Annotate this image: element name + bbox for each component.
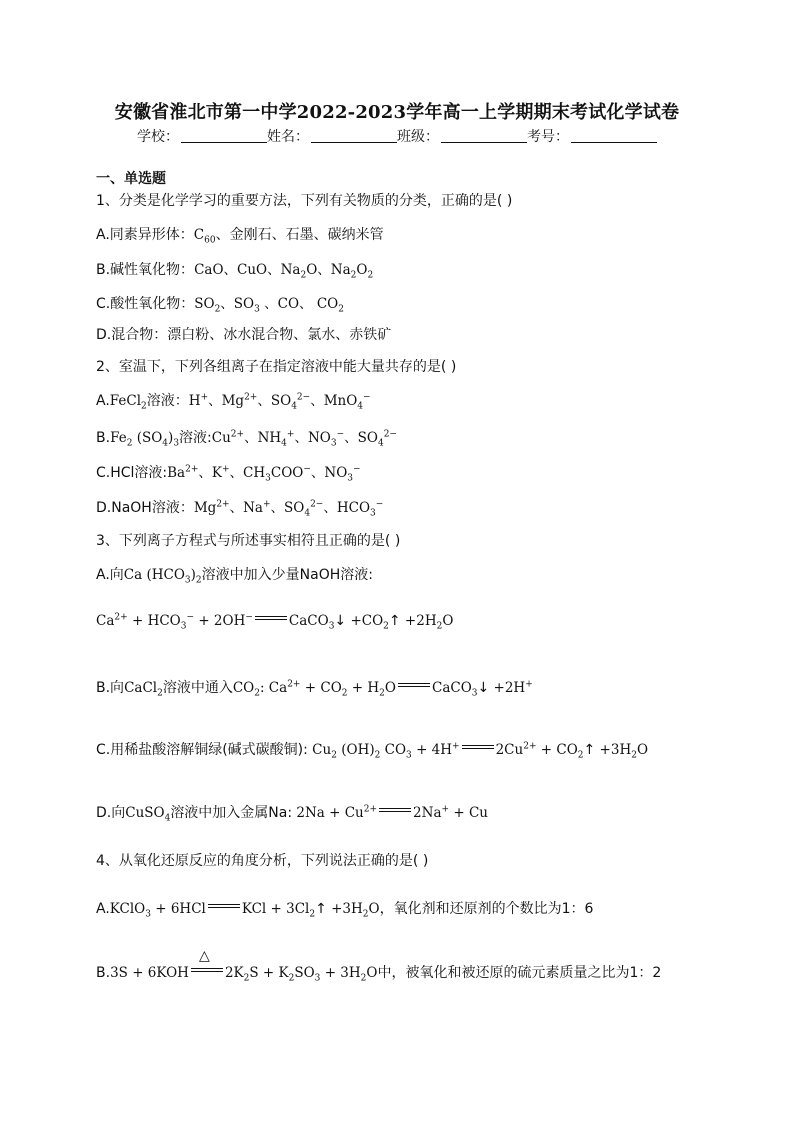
q3-b-mid: 溶液中通入 bbox=[162, 680, 233, 696]
q1-option-c bbox=[96, 292, 344, 313]
q3-d-mid: 溶液中加入金属Na: bbox=[170, 805, 293, 821]
q2-option-b bbox=[96, 426, 397, 447]
school-label: 学校： bbox=[137, 129, 179, 145]
q4-b-equation: 3S + 6KOH △ $2K_2S + K_2SO_3 + 3H_2O$ bbox=[110, 948, 378, 984]
q1-b-label: B.碱性氧化物： bbox=[96, 262, 195, 278]
school-blank bbox=[181, 128, 267, 143]
q3-stem: 3、下列离子方程式与所述事实相符且正确的是( ) bbox=[96, 533, 401, 549]
q2-a-prefix: A. bbox=[96, 393, 110, 409]
q2-stem: 2、室温下，下列各组离子在指定溶液中能大量共存的是( ) bbox=[96, 359, 457, 375]
q3-a-equation: $Ca^{2+} + HCO_3^- + 2OH^-$ CaCO$_3$↓ $+CO_2↑ +2H_2O$ bbox=[96, 612, 454, 632]
q1-c-label: C.酸性氧化物： bbox=[96, 296, 195, 312]
q1-a-formula: $C_{60}$ bbox=[193, 227, 216, 246]
q3-b-equation: $CO_2$: $Ca^{2+} + CO_2 + H_2O$ CaCO$_3$↓ +2H+ bbox=[232, 679, 533, 699]
name-label: 姓名： bbox=[267, 129, 309, 145]
q4-option-a bbox=[96, 898, 593, 918]
q4-a-equation: KClO$_3$ + 6HCl KCl + $3Cl_2↑ +3H_2O$ bbox=[109, 901, 380, 920]
q2-option-c bbox=[96, 461, 361, 482]
q1-b-formulas: CaO、CuO、$Na_2O$、$Na_2O_2$ bbox=[194, 262, 374, 281]
q3-a-suffix: 溶液中加入少量NaOH溶液: bbox=[201, 567, 373, 583]
q4-option-b bbox=[96, 948, 662, 984]
q3-c-label: C.用稀盐酸溶解铜绿(碱式碳酸铜): bbox=[96, 742, 308, 758]
q3-a-prefix: A.向 bbox=[96, 567, 124, 583]
q4-b-tail: 中，被氧化和被还原的硫元素质量之比为1：2 bbox=[377, 965, 662, 981]
q3-d-prefix: D.向 bbox=[96, 805, 126, 821]
q4-a-tail: ，氧化剂和还原剂的个数比为1：6 bbox=[379, 901, 594, 917]
q2-option-d bbox=[96, 496, 383, 517]
class-blank bbox=[441, 128, 527, 143]
exam-no-label: 考号： bbox=[527, 129, 569, 145]
q3-d-equation: $2Na + Cu^{2+}$ 2Na+ + Cu bbox=[292, 804, 488, 821]
q2-b-solution: 溶液: bbox=[179, 430, 212, 446]
q2-option-a bbox=[96, 389, 371, 410]
q3-a-solute: Ca $(HCO_3)_2$ bbox=[123, 567, 202, 586]
q4-a-prefix: A. bbox=[96, 901, 110, 917]
q4-b-prefix: B. bbox=[96, 965, 111, 981]
class-label: 班级： bbox=[397, 129, 439, 145]
q4-stem: 4、从氧化还原反应的角度分析，下列说法正确的是( ) bbox=[96, 853, 429, 869]
q2-c-label: C.HCl溶液: bbox=[96, 465, 168, 481]
q2-a-solute: FeCl$_2$ bbox=[109, 393, 147, 412]
q2-b-solute: $Fe_2$ $(SO_4)_3$ bbox=[110, 430, 180, 449]
equals-sign bbox=[255, 614, 287, 624]
q2-a-solution: 溶液： bbox=[146, 393, 189, 409]
q3-b-prefix: B.向 bbox=[96, 680, 125, 696]
q1-c-formulas: $SO_2$、$SO_3$ 、CO、 $CO_2$ bbox=[194, 296, 344, 315]
q1-option-b bbox=[96, 258, 373, 279]
q2-d-label: D.NaOH溶液： bbox=[96, 500, 194, 516]
q3-c-equation: $Cu_2$ $(OH)_2$ $CO_3 + 4H^+$ $2Cu^{2+}$ + $CO_2↑ +3H_2O$ bbox=[307, 741, 649, 761]
q1-a-label: A.同素异形体： bbox=[96, 227, 194, 243]
q2-c-ions: $Ba^{2+}$、K+、$CH_3COO^-$、$NO_3^-$ bbox=[167, 464, 361, 484]
q3-option-c bbox=[96, 739, 648, 759]
q2-d-ions: $Mg^{2+}$、Na+、$SO_4^{2-}$、$HCO_3^-$ bbox=[193, 499, 384, 519]
q1-a-text: 、金刚石、石墨、碳纳米管 bbox=[215, 227, 384, 243]
q3-option-b bbox=[96, 677, 533, 697]
page-title: 安徽省淮北市第一中学2022-2023学年高一上学期期末考试化学试卷 bbox=[114, 102, 680, 123]
q2-a-ions: H+、$Mg^{2+}$、$SO_4^{2-}$、MnO$_4$− bbox=[188, 392, 371, 412]
q2-b-ions: $Cu^{2+}$、$NH_4^+$、$NO_3^-$、$SO_4^{2-}$ bbox=[211, 429, 397, 449]
q3-option-a bbox=[96, 564, 373, 584]
q1-option-d: D.混合物：漂白粉、冰水混合物、氯水、赤铁矿 bbox=[96, 327, 392, 343]
q3-b-solute: CaCl$_2$ bbox=[124, 680, 163, 699]
heat-condition-icon: △ bbox=[198, 948, 210, 964]
q3-option-d bbox=[96, 802, 488, 822]
section-heading: 一、单选题 bbox=[96, 171, 166, 187]
q2-b-prefix: B. bbox=[96, 430, 111, 446]
q1-stem: 1、分类是化学学习的重要方法，下列有关物质的分类，正确的是( ) bbox=[96, 193, 513, 209]
student-info-row bbox=[0, 126, 794, 146]
name-blank bbox=[311, 128, 397, 143]
exam-no-blank bbox=[571, 128, 657, 143]
q1-option-a bbox=[96, 224, 384, 244]
q3-d-solute: CuSO$_4$ bbox=[125, 805, 171, 824]
